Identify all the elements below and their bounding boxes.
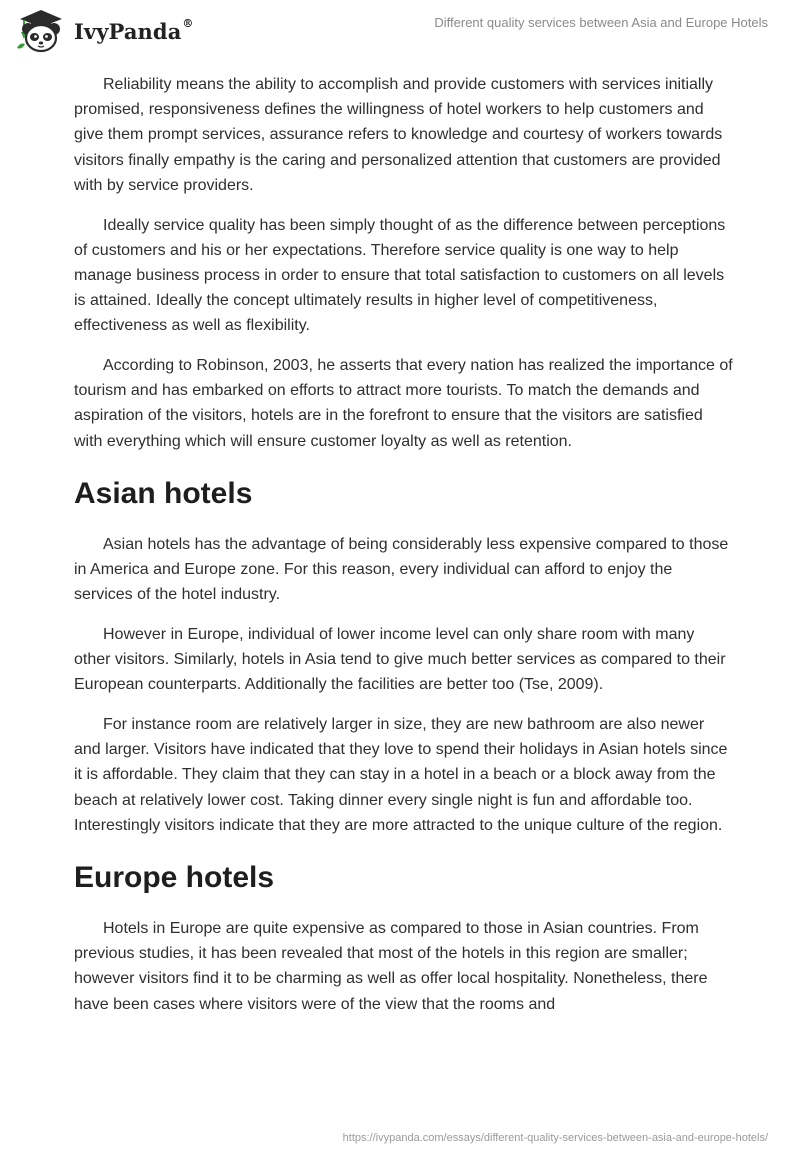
brand-logo[interactable] xyxy=(14,8,194,54)
paragraph: Asian hotels has the advantage of being considerably less expensive compared to those in America and Europe zone. For this reason, every individual can afford to enjoy the services of the hotel industry. xyxy=(74,535,729,604)
source-url[interactable]: https://ivypanda.com/essays/different-quality-services-between-asia-and-europe-hotels/ xyxy=(342,1132,768,1144)
section-heading-europe-hotels: Europe hotels xyxy=(74,861,275,895)
section-heading-asian-hotels: Asian hotels xyxy=(74,476,253,510)
registered-mark: ® xyxy=(182,16,194,30)
brand-name: IvyPanda® xyxy=(74,16,194,44)
paragraph: Hotels in Europe are quite expensive as compared to those in Asian countries. From previous studies, it has been revealed that most of the hotels in this region are smaller; however visitors find it to be charming as well as offer local hospitality. Nonetheless, there have been cases where visitors were of the view that the rooms and xyxy=(74,920,708,1013)
paragraph: However in Europe, individual of lower income level can only share room with many other visitors. Similarly, hotels in Asia tend to give much better services as compared to their European counterparts. Additionally the facilities are better too (Tse, 2009). xyxy=(74,625,726,694)
panda-graduate-icon xyxy=(14,8,68,54)
paragraph: For instance room are relatively larger in size, they are new bathroom are also newer and larger. Visitors have indicated that they love to spend their holidays in Asian hotels since it is affordable. They claim that they can stay in a hotel in a beach or a block away from the beach at relatively lower cost. Taking dinner every single night is fun and affordable too. Interestingly visitors indicate that they are more attracted to the unique culture of the region. xyxy=(74,716,728,834)
essay-body xyxy=(74,72,734,1031)
document-title: Different quality services between Asia and Europe Hotels xyxy=(434,15,768,30)
paragraph: Ideally service quality has been simply thought of as the difference between perceptions of customers and his or her expectations. Therefore service quality is one way to help manage business process in order to ensure that total satisfaction to customers on all levels is attained. Ideally the concept ultimately results in higher level of competitiveness, effectiveness as well as flexibility. xyxy=(74,216,726,335)
paragraph: Reliability means the ability to accomplish and provide customers with services initially promised, responsiveness defines the willingness of hotel workers to help customers and give them prompt services, assurance refers to knowledge and courtesy of workers towards visitors finally empathy is the caring and personalized attention that customers are provided with by service providers. xyxy=(74,76,723,194)
page-header xyxy=(0,0,800,64)
paragraph: According to Robinson, 2003, he asserts that every nation has realized the importance of tourism and has embarked on efforts to attract more tourists. To match the demands and aspiration of the visitors, hotels are in the forefront to ensure that the visitors are satisfied with everything which will ensure customer loyalty as well as retention. xyxy=(74,357,733,450)
